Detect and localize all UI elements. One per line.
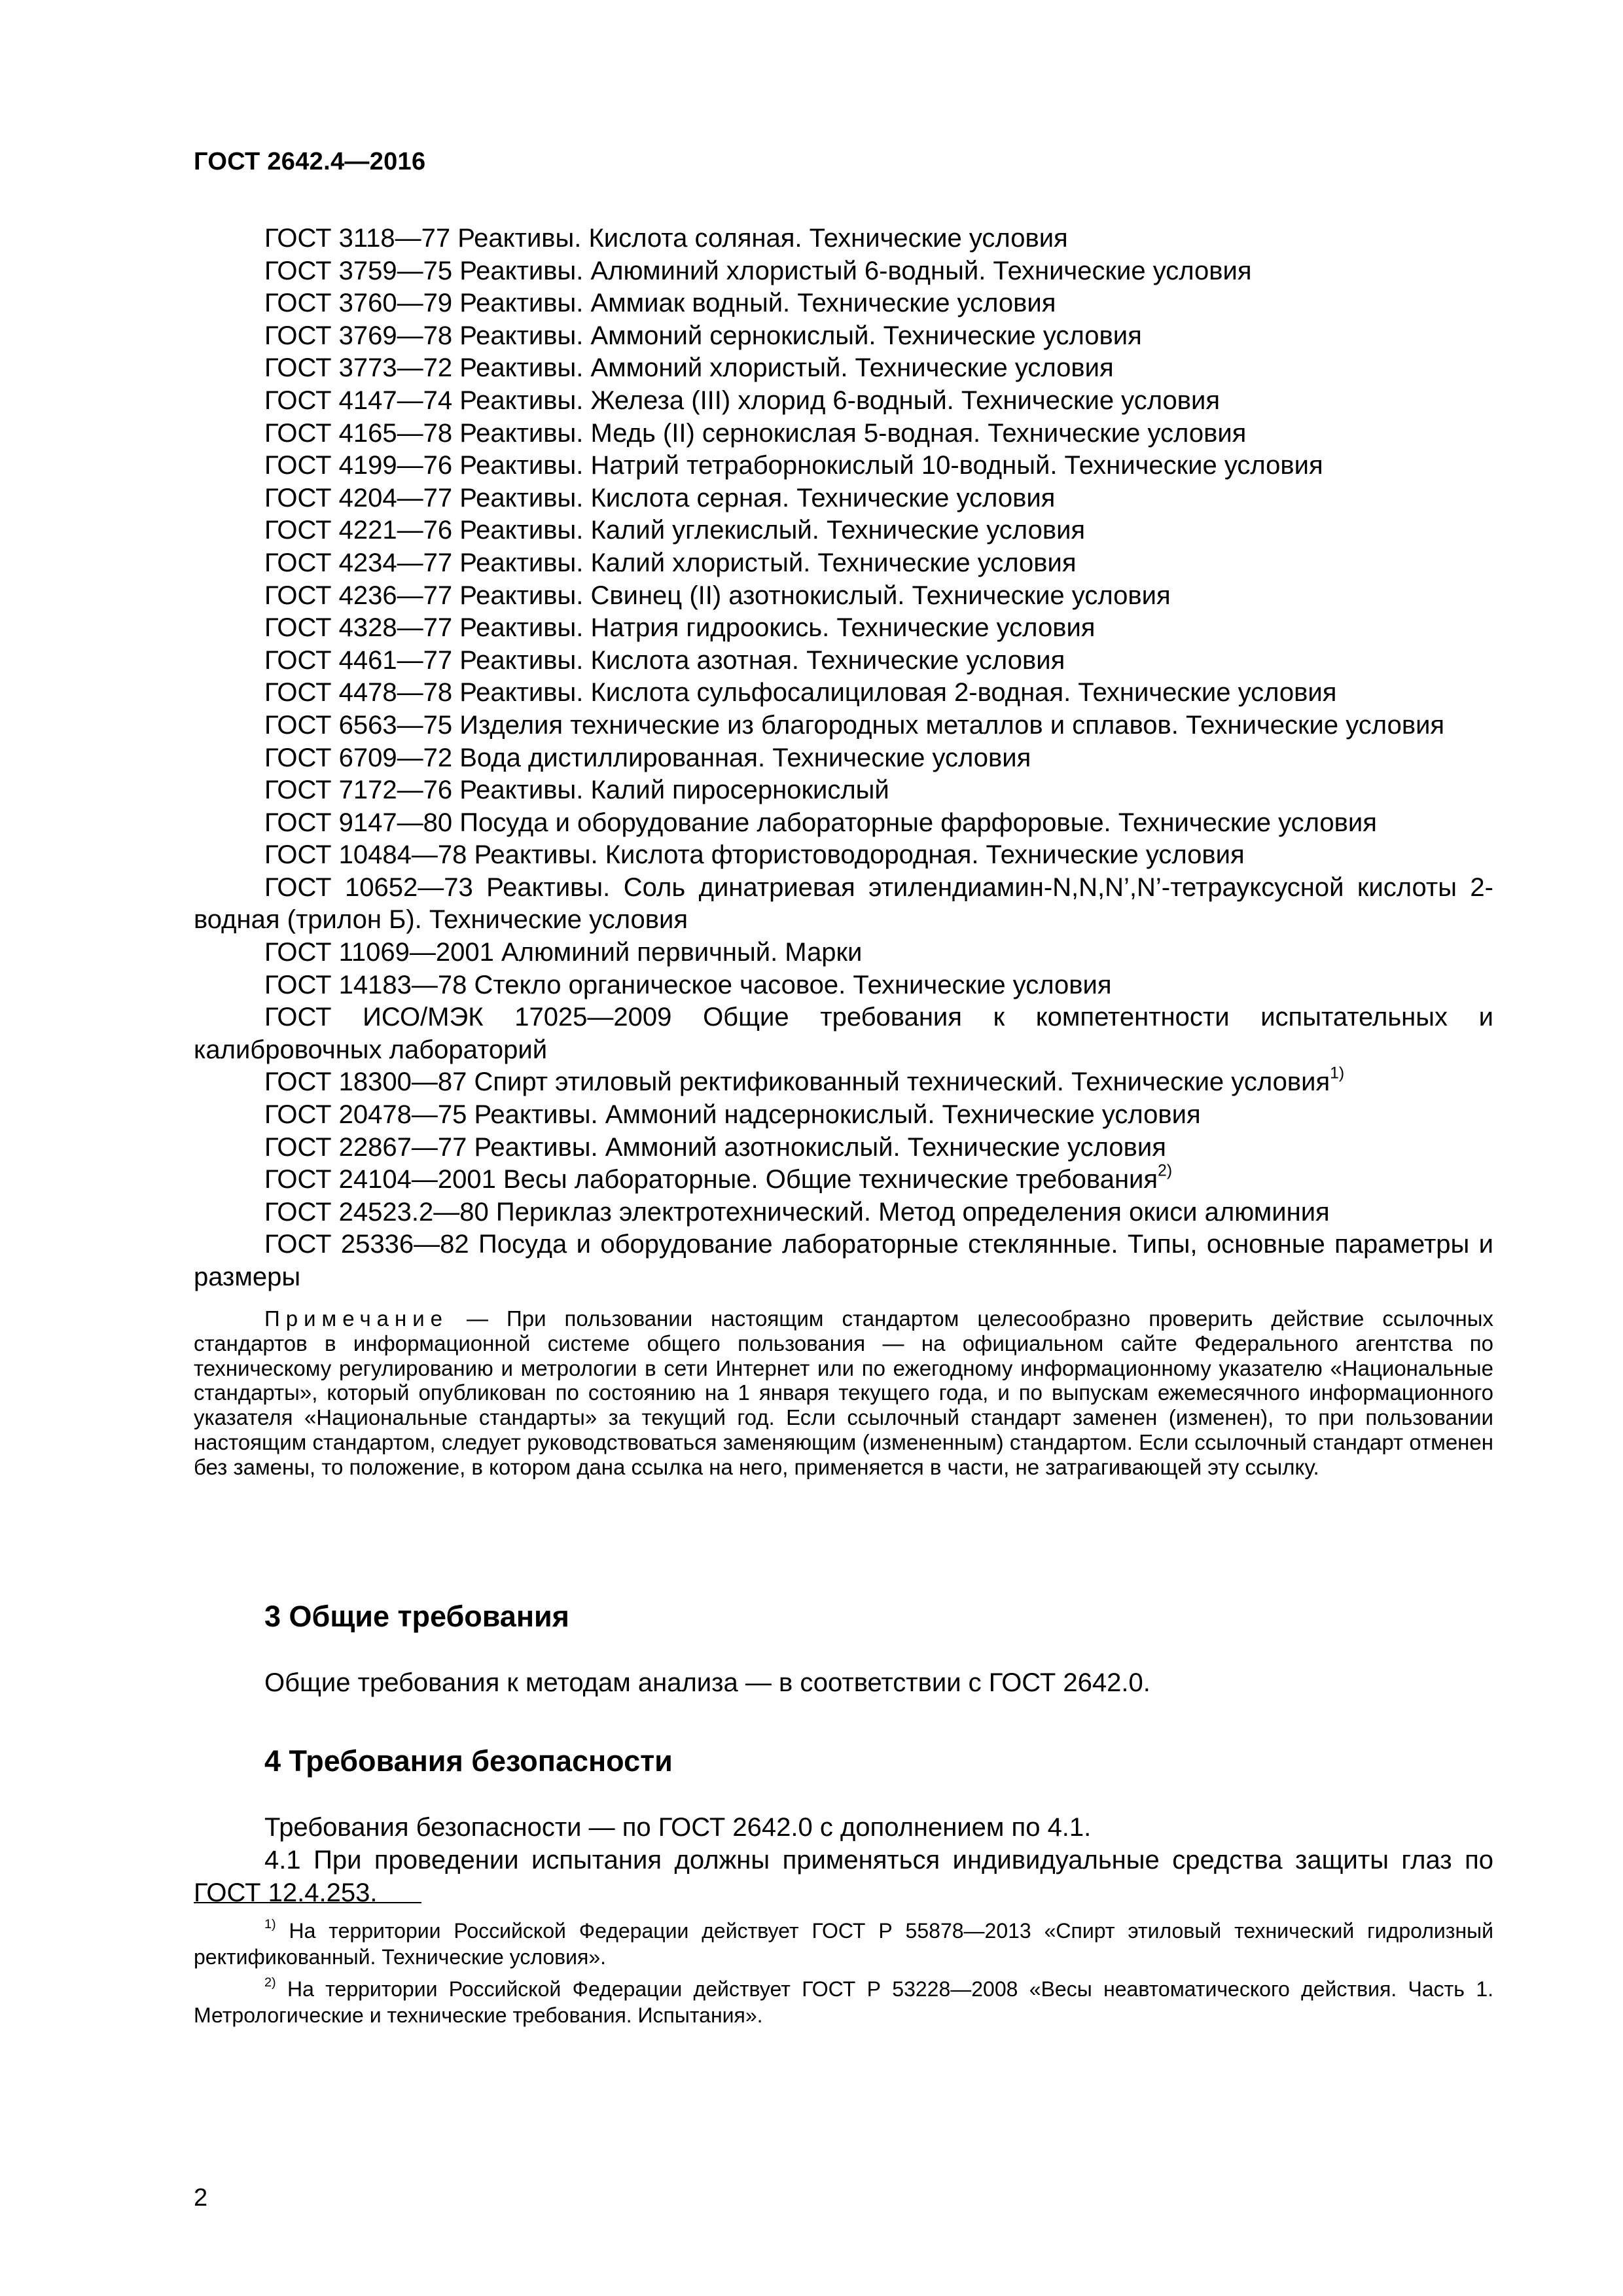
footnote: $^{2)}$ На территории Российской Федерации действует ГОСТ Р 53228—2008 «Весы неавтоматического действия. Часть 1. Метрологические и технические требования. Испытания». [194,1975,1493,2027]
reference-item: ГОСТ 4478—78 Реактивы. Кислота сульфосалициловая 2-водная. Технические условия [264,678,1337,708]
footnote-ref: 2) [1158,1162,1173,1180]
reference-item: ГОСТ 4199—76 Реактивы. Натрий тетраборнокислый 10-водный. Технические условия [264,451,1323,480]
reference-item: ГОСТ 4236—77 Реактивы. Свинец (II) азотнокислый. Технические условия [264,581,1171,610]
reference-item: ГОСТ 10484—78 Реактивы. Кислота фтористоводородная. Технические условия [264,840,1245,870]
reference-item: ГОСТ 24104—2001 Весы лабораторные. Общие технические требования$^{2)}$ [264,1162,1173,1194]
reference-item: ГОСТ 3769—78 Реактивы. Аммоний сернокислый. Технические условия [264,321,1142,350]
page-number: 2 [194,2184,208,2212]
reference-item: ГОСТ 4204—77 Реактивы. Кислота серная. Технические условия [264,483,1056,512]
reference-item: ГОСТ 18300—87 Спирт этиловый ректификованный технический. Технические условия$^{1)}$ [264,1064,1345,1097]
section-4-title: 4 Требования безопасности [264,1744,673,1778]
reference-item: ГОСТ 3760—79 Реактивы. Аммиак водный. Технические условия [264,289,1056,318]
reference-item: ГОСТ 6709—72 Вода дистиллированная. Технические условия [264,743,1031,772]
note-text: — При пользовании настоящим стандартом целесообразно проверить действие ссылочных стандартов в информационной системе общего пользования — на официальном сайте Федерального агентства по техническому регулированию и метрологии в сети Интернет или по ежегодному информационному указателю «Национальные стандарты», который опубликован по состоянию на 1 января текущего года, и по выпускам ежемесячного информационного указателя «Национальные стандарты» за текущий год. Если ссылочный стандарт заменен (изменен), то при пользовании настоящим стандартом, следует руководствоваться заменяющим (измененным) стандартом. Если ссылочный стандарт отменен без замены, то положение, в котором дана ссылка на него, применяется в части, не затрагивающей эту ссылку. [194,1306,1493,1479]
paragraph: Требования безопасности — по ГОСТ 2642.0 с дополнением по 4.1. [264,1813,1092,1842]
reference-item: ГОСТ 7172—76 Реактивы. Калий пиросернокислый [264,776,889,805]
section-3-body [194,1666,1493,1699]
footnote-ref: 1) [1330,1064,1345,1083]
reference-item: ГОСТ 10652—73 Реактивы. Соль динатриевая этилендиамин-N,N,N’,N’-тетрауксусной кислоты 2-водная (трилон Б). Технические условия [194,872,1493,935]
reference-item: ГОСТ 25336—82 Посуда и оборудование лабораторные стеклянные. Типы, основные параметры и размеры [194,1230,1493,1291]
footnote: $^{1)}$ На территории Российской Федерации действует ГОСТ Р 55878—2013 «Спирт этиловый технический гидролизный ректификованный. Технические условия». [194,1917,1493,1969]
section-3-title: 3 Общие требования [264,1600,569,1633]
reference-item: ГОСТ 4328—77 Реактивы. Натрия гидроокись. Технические условия [264,613,1096,643]
note-paragraph [194,1306,1493,1480]
footnote-mark: 2) [264,1975,276,1990]
reference-item: ГОСТ 22867—77 Реактивы. Аммоний азотнокислый. Технические условия [264,1132,1166,1162]
note-block [194,1306,1493,1480]
reference-item: ГОСТ 24523.2—80 Периклаз электротехнический. Метод определения окиси алюминия [264,1197,1330,1227]
reference-item: ГОСТ 4461—77 Реактивы. Кислота азотная. Технические условия [264,645,1065,675]
footnote-mark: 1) [264,1917,276,1932]
reference-item: ГОСТ 9147—80 Посуда и оборудование лабораторные фарфоровые. Технические условия [264,808,1377,837]
note-label: Примечание [264,1306,449,1331]
reference-item: ГОСТ 4221—76 Реактивы. Калий углекислый. Технические условия [264,516,1086,545]
reference-item: ГОСТ 4165—78 Реактивы. Медь (II) сернокислая 5-водная. Технические условия [264,418,1247,448]
reference-item: ГОСТ 3118—77 Реактивы. Кислота соляная. Технические условия [264,224,1068,253]
document-header: ГОСТ 2642.4—2016 [194,148,426,175]
paragraph: 4.1 При проведении испытания должны применяться индивидуальные средства защиты глаз по ГОСТ 12.4.253. [194,1846,1493,1907]
reference-item: ГОСТ 4147—74 Реактивы. Железа (III) хлорид 6-водный. Технические условия [264,386,1221,415]
footnote-separator [194,1902,421,1903]
reference-item: ГОСТ 6563—75 Изделия технические из благородных металлов и сплавов. Технические условия [264,710,1445,740]
normative-references-list [194,223,1493,1294]
paragraph: Общие требования к методам анализа — в соответствии с ГОСТ 2642.0. [264,1668,1150,1697]
reference-item: ГОСТ 11069—2001 Алюминий первичный. Марки [264,938,863,967]
reference-item: ГОСТ 3773—72 Реактивы. Аммоний хлористый. Технические условия [264,353,1114,383]
reference-item: ГОСТ 3759—75 Реактивы. Алюминий хлористый 6-водный. Технические условия [264,256,1252,285]
footnotes [194,1918,1493,2034]
reference-item: ГОСТ ИСО/МЭК 17025—2009 Общие требования к компетентности испытательных и калибровочных лабораторий [194,1003,1493,1064]
reference-item: ГОСТ 14183—78 Стекло органическое часовое. Технические условия [264,970,1112,999]
reference-item: ГОСТ 4234—77 Реактивы. Калий хлористый. Технические условия [264,548,1077,577]
section-4-body [194,1811,1493,1909]
reference-item: ГОСТ 20478—75 Реактивы. Аммоний надсернокислый. Технические условия [264,1100,1201,1130]
